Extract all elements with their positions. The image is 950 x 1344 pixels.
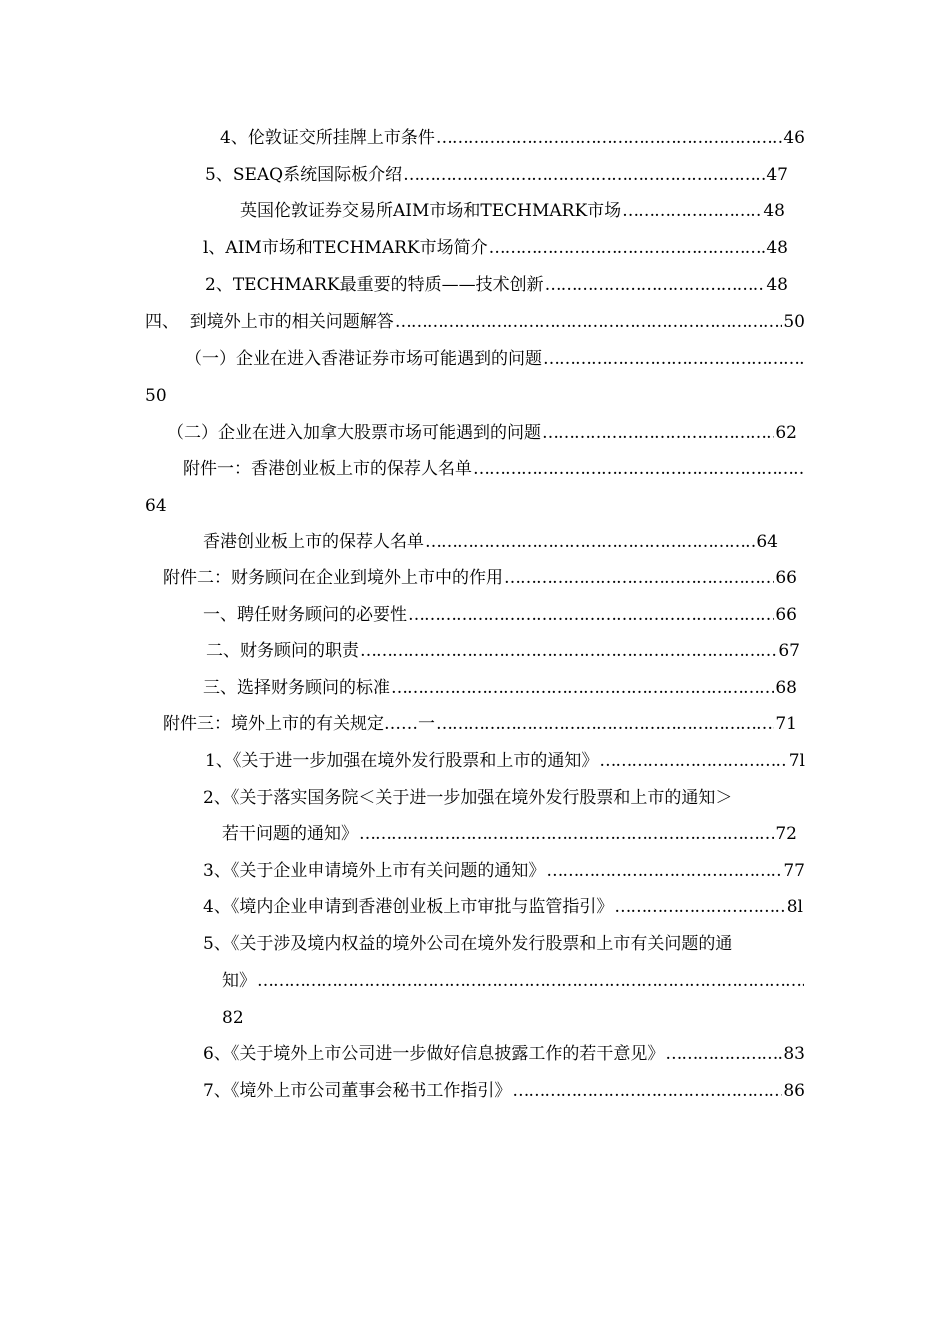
toc-leader-dots	[622, 198, 762, 224]
toc-entry	[222, 821, 797, 847]
toc-entry-title: 3、《关于企业申请境外上市有关问题的通知》	[203, 861, 546, 881]
toc-page-number: 48	[763, 201, 785, 221]
toc-entry	[205, 162, 788, 188]
toc-entry	[145, 309, 805, 335]
toc-leader-dots	[408, 602, 774, 628]
toc-leader-dots	[360, 638, 777, 664]
toc-entry-title: 7、《境外上市公司董事会秘书工作指引》	[203, 1081, 512, 1101]
toc-entry	[203, 602, 797, 628]
toc-leader-dots	[546, 858, 782, 884]
toc-entry-title: 2、《关于落实国务院＜关于进一步加强在境外发行股票和上市的通知＞	[203, 788, 733, 808]
toc-leader-dots	[599, 748, 787, 774]
toc-entry-title: （二）企业在进入加拿大股票市场可能遇到的问题	[167, 423, 541, 443]
toc-entry-title: l、AIM市场和TECHMARK市场简介	[203, 238, 488, 258]
toc-leader-dots	[512, 1078, 782, 1104]
toc-entry	[240, 198, 785, 224]
toc-entry	[222, 968, 805, 994]
toc-page-number: 68	[775, 678, 797, 698]
toc-entry-title: 附件一：香港创业板上市的保荐人名单	[183, 459, 472, 479]
toc-leader-dots	[504, 565, 774, 591]
toc-entry	[163, 565, 797, 591]
toc-entry-title: 附件二：财务顾问在企业到境外上市中的作用	[163, 568, 503, 588]
toc-entry-title: 2、TECHMARK最重要的特质——技术创新	[205, 275, 544, 295]
toc-entry-title: 5、SEAQ系统国际板介绍	[205, 165, 403, 185]
toc-entry	[203, 675, 797, 701]
toc-entry-title: （一）企业在进入香港证券市场可能遇到的问题	[185, 349, 542, 369]
toc-entry-title: 若干问题的通知》	[222, 824, 358, 844]
toc-leader-dots	[395, 309, 783, 335]
toc-page-number: 7l	[788, 751, 805, 771]
toc-entry-title: 5、《关于涉及境内权益的境外公司在境外发行股票和上市有关问题的通	[203, 934, 733, 954]
toc-leader-dots	[436, 125, 783, 151]
toc-leader-dots	[425, 529, 755, 555]
toc-entry	[203, 1041, 805, 1067]
toc-entry-title: 香港创业板上市的保荐人名单	[203, 532, 424, 552]
toc-page-number: 47	[766, 165, 788, 185]
toc-page-number: 64	[756, 532, 778, 552]
toc-entry-title: 三、选择财务顾问的标准	[203, 678, 390, 698]
toc-entry-title: 4、伦敦证交所挂牌上市条件	[220, 128, 435, 148]
toc-leader-dots	[359, 821, 774, 847]
toc-page-number: 66	[775, 568, 797, 588]
toc-page-number: 67	[778, 641, 800, 661]
toc-page-number: 72	[775, 824, 797, 844]
toc-wrapped-page-number: 64	[145, 496, 167, 516]
toc-leader-dots	[391, 675, 774, 701]
toc-page-number: 46	[783, 128, 805, 148]
toc-leader-dots	[436, 711, 774, 737]
toc-page-number: 62	[775, 423, 797, 443]
toc-page-number: 48	[766, 238, 788, 258]
toc-entry	[203, 529, 778, 555]
toc-page-number: 77	[783, 861, 805, 881]
toc-page-number: 48	[766, 275, 788, 295]
toc-entry-title: 英国伦敦证券交易所AIM市场和TECHMARK市场	[240, 201, 622, 221]
toc-page-number: 50	[783, 312, 805, 332]
toc-entry	[205, 272, 788, 298]
toc-entry-title: 1、《关于进一步加强在境外发行股票和上市的通知》	[205, 751, 599, 771]
toc-entry	[206, 638, 800, 664]
toc-entry-title: 6、《关于境外上市公司进一步做好信息披露工作的若干意见》	[203, 1044, 665, 1064]
toc-entry	[203, 858, 805, 884]
toc-wrapped-page-number: 82	[222, 1008, 244, 1028]
toc-leader-dots	[257, 968, 804, 994]
toc-page-number: 83	[783, 1044, 805, 1064]
toc-leader-dots	[543, 346, 804, 372]
toc-entry-title: 二、财务顾问的职责	[206, 641, 359, 661]
toc-wrapped-page-number: 50	[145, 386, 167, 406]
toc-leader-dots	[403, 162, 765, 188]
toc-page-number: 66	[775, 605, 797, 625]
toc-entry	[220, 125, 805, 151]
toc-leader-dots	[489, 235, 766, 261]
toc-entry	[205, 748, 805, 774]
toc-entry-title: 四、 到境外上市的相关问题解答	[145, 312, 394, 332]
toc-entry-title: 4、《境内企业申请到香港创业板上市审批与监管指引》	[203, 897, 614, 917]
toc-entry-title: 附件三：境外上市的有关规定……一	[163, 714, 435, 734]
toc-leader-dots	[473, 456, 804, 482]
toc-entry-title: 知》	[222, 971, 256, 991]
toc-entry	[203, 235, 788, 261]
toc-entry-title: 一、聘任财务顾问的必要性	[203, 605, 407, 625]
toc-leader-dots	[542, 420, 774, 446]
toc-entry	[167, 420, 797, 446]
toc-page-number: 71	[775, 714, 797, 734]
toc-entry	[185, 346, 805, 372]
toc-leader-dots	[614, 894, 785, 920]
toc-page-number: 8l	[786, 897, 803, 917]
toc-entry	[163, 711, 797, 737]
toc-entry	[183, 456, 805, 482]
toc-leader-dots	[545, 272, 766, 298]
toc-leader-dots	[665, 1041, 782, 1067]
toc-page-number: 86	[783, 1081, 805, 1101]
toc-entry	[203, 1078, 805, 1104]
toc-entry	[203, 894, 803, 920]
